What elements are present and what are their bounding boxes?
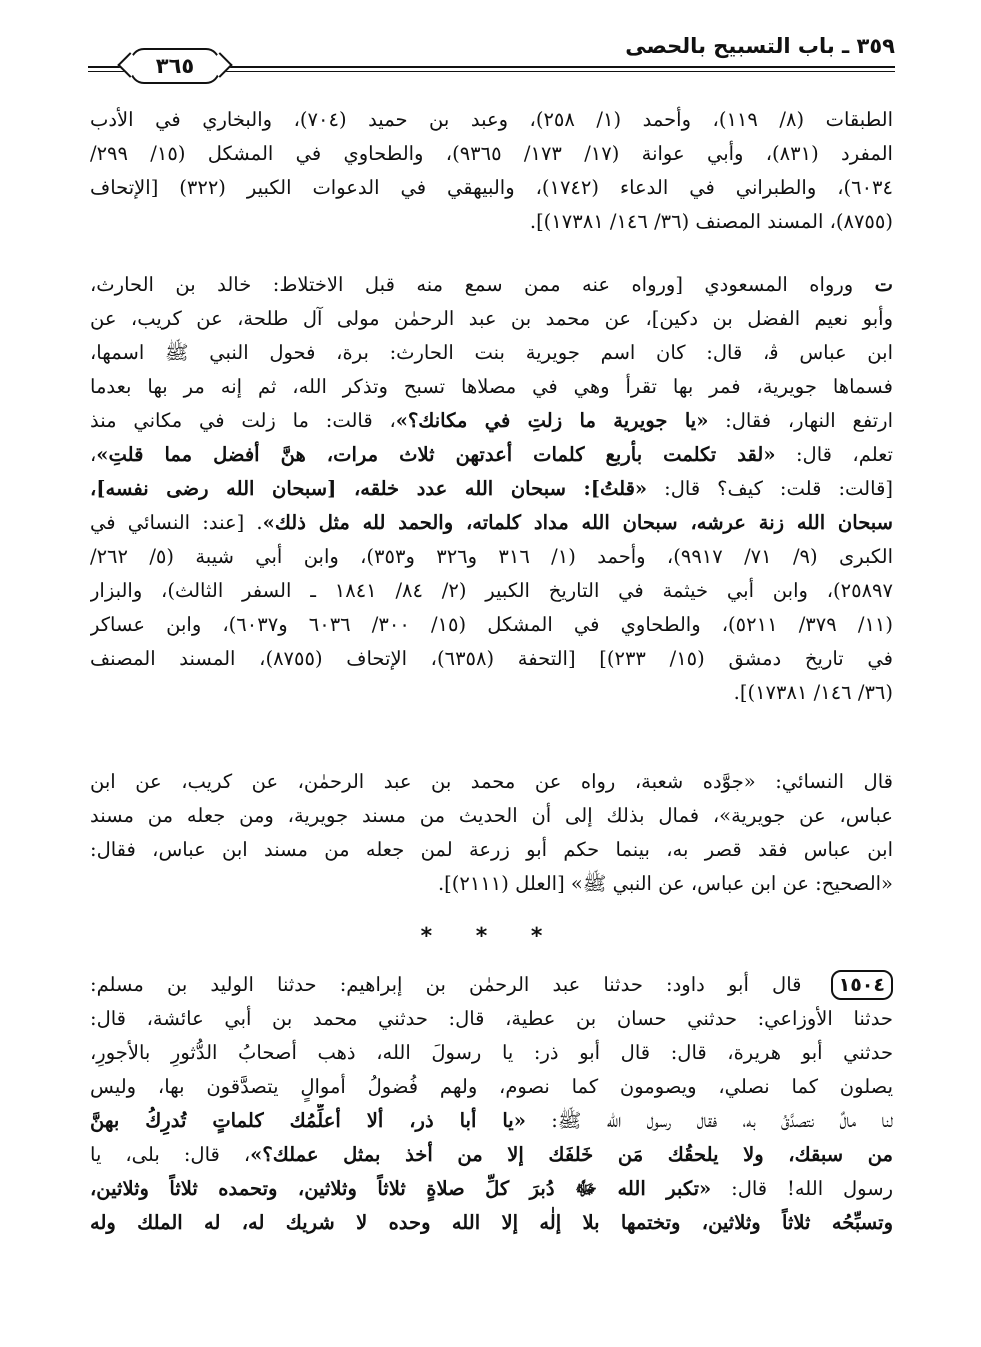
section-separator: * * * — [420, 924, 561, 949]
hadith-text: «قلتُ]: سبحان الله عدد خلقه، [سبحان الله رضى نفسه]، — [90, 477, 648, 500]
text-line: في تاريخ دمشق (١٥/ ٢٣٣)] [التحفة (٦٣٥٨)، الإتحاف (٨٧٥٥)، المسند المصنف — [90, 647, 893, 670]
text-line: عباس، عن جويرية»، فمال بذلك إلى أن الحديث من مسند جويرية، ومن جعله من مسند — [90, 804, 893, 827]
text-line: ٦٠٣٤)، والطبراني في الدعاء (١٧٤٢)، والبيهقي في الدعوات الكبير (٣٢٢) [الإتحاف — [90, 176, 893, 199]
text-line: [قالت: قلت: كيف؟ قال: «قلتُ]: سبحان الله عدد خلقه، [سبحان الله رضى نفسه]، — [90, 477, 893, 500]
hadith-1504 — [90, 968, 893, 1240]
hadith-text: سبحان الله زنة عرشه، سبحان الله مداد كلماته، والحمد لله مثل ذلك» — [262, 511, 893, 534]
page-number-frame — [130, 48, 220, 84]
text-line: حدثنا الأوزاعي: حدثني حسان بن عطية، قال: حدثني محمد بن أبي عائشة، قال: — [90, 1007, 893, 1030]
text-line: من سبقك، ولا يلحقُك مَن خَلفَك إلا من أخذ بمثل عملك؟»، قال: بلى، يا — [90, 1143, 893, 1166]
text-line: سبحان الله زنة عرشه، سبحان الله مداد كلماته، والحمد لله مثل ذلك». [عند: النسائي في — [90, 511, 893, 534]
text-line: فسماها جويرية، فمر بها تقرأ وهي في مصلاها تسبح وتذكر الله، ثم إنه مر بها بعدما — [90, 375, 893, 398]
text-line: (٨٧٥٥)، المسند المصنف (٣٦/ ١٤٦/ ١٧٣٨١)]. — [529, 210, 893, 233]
text-line: ١٥٠٤ قال أبو داود: حدثنا عبد الرحمٰن بن إبراهيم: حدثنا الوليد بن مسلم: — [90, 968, 893, 1002]
page-number: ٣٦٥ — [150, 54, 200, 78]
hadith-text: «تكبر الله ﷻ دُبرَ كلِّ صلاةٍ ثلاثاً وثلاثين، وتحمده ثلاثاً وثلاثين، — [90, 1177, 712, 1200]
text-line: وأبو نعيم الفضل بن دكين]، عن محمد بن عبد الرحمٰن مولى آل طلحة، عن كريب، عن — [90, 307, 893, 330]
hadith-number-badge: ١٥٠٤ — [831, 970, 893, 1000]
text-line: رسول الله! قال: «تكبر الله ﷻ دُبرَ كلِّ صلاةٍ ثلاثاً وثلاثين، وتحمده ثلاثاً وثلاثين، — [90, 1177, 893, 1200]
text-line: (٣٦/ ١٤٦/ ١٧٣٨١)]. — [733, 681, 893, 704]
text-line: المفرد (٨٣١)، وأبي عوانة (١٧/ ١٧٣/ ٩٣٦٥)، والطحاوي في المشكل (١٥/ ٢٩٩/ — [90, 142, 893, 165]
hadith-text: «يا جويرية ما زلتِ في مكانك؟» — [395, 409, 709, 432]
narration-paragraph — [90, 268, 893, 710]
text-line: ت ورواه المسعودي [ورواه عنه ممن سمع منه قبل الاختلاط: خالد بن الحارث، — [90, 273, 893, 296]
text-line: يصلون كما نصلي، ويصومون كما نصوم، ولهم فُضولُ أموالٍ يتصدَّقون بها، وليس — [90, 1075, 893, 1098]
text-line: الطبقات (٨/ ١١٩)، وأحمد (١/ ٢٥٨)، وعبد بن حميد (٧٠٤)، والبخاري في الأدب — [90, 108, 893, 131]
text-line: وتسبِّحُه ثلاثاً وثلاثين، وتختمها بلا إلٰه إلا الله وحده لا شريك له، له الملك وله — [90, 1211, 893, 1234]
text-line: الكبرى (٩/ ٧١/ ٩٩١٧)، وأحمد (١/ ٣١٦ و٣٢٦ و٣٥٣)، وابن أبي شيبة (٥/ ٢٦٢/ — [90, 545, 893, 568]
text-line: ارتفع النهار، فقال: «يا جويرية ما زلتِ في مكانك؟»، قالت: ما زلت في مكاني منذ — [90, 409, 893, 432]
hadith-text: «لقد تكلمت بأربع كلمات أعدتهن ثلاث مرات، هنَّ أفضل مما قلتِ» — [96, 443, 776, 466]
text-line: ابن عباس ﭬ، قال: كان اسم جويرية بنت الحارث: برة، فحول النبي ﷺ اسمها، — [90, 341, 893, 364]
nasai-comment — [90, 765, 893, 901]
text-line: «الصحيح: عن ابن عباس، عن النبي ﷺ» [العلل (٢١١١)]. — [437, 872, 893, 895]
paragraph-marker: ت — [874, 273, 893, 296]
text-line: قال النسائي: «جوَّده شعبة، رواه عن محمد بن عبد الرحمٰن، عن كريب، عن ابن — [90, 770, 893, 793]
footnote-continuation — [90, 103, 893, 239]
text-line: (١١/ ٣٧٩/ ٥٢١١)، والطحاوي في المشكل (١٥/ ٣٠٠/ ٦٠٣٦ و٦٠٣٧)، وابن عساكر — [90, 613, 893, 636]
hadith-text: «يا أبا ذر، ألا أعلِّمُك كلماتٍ تُدرِكُ بهنَّ — [90, 1109, 526, 1132]
text-line: ٢٥٨٩٧)، وابن أبي خيثمة في التاريخ الكبير (٢/ ٨٤/ ١٨٤١ ـ السفر الثالث)، والبزار — [90, 579, 893, 602]
text-line: لنا مالٌ نتصدَّقُ به، فقال رسول الله ﷺ: «يا أبا ذر، ألا أعلِّمُك كلماتٍ تُدرِكُ بهنَّ — [90, 1109, 893, 1132]
text-line: حدثني أبو هريرة، قال: قال أبو ذر: يا رسولَ الله، ذهب أصحابُ الدُّثورِ بالأجورِ، — [90, 1041, 893, 1064]
text-line: ابن عباس فقد قصر به، بينما حكم أبو زرعة لمن جعله من مسند ابن عباس، فقال: — [90, 838, 893, 861]
chapter-title: ٣٥٩ ـ باب التسبيح بالحصى — [625, 34, 895, 58]
text-line: تعلم، قال: «لقد تكلمت بأربع كلمات أعدتهن ثلاث مرات، هنَّ أفضل مما قلتِ»، — [90, 443, 893, 466]
hadith-text: من سبقك، ولا يلحقُك مَن خَلفَك إلا من أخذ بمثل عملك؟» — [250, 1143, 893, 1166]
